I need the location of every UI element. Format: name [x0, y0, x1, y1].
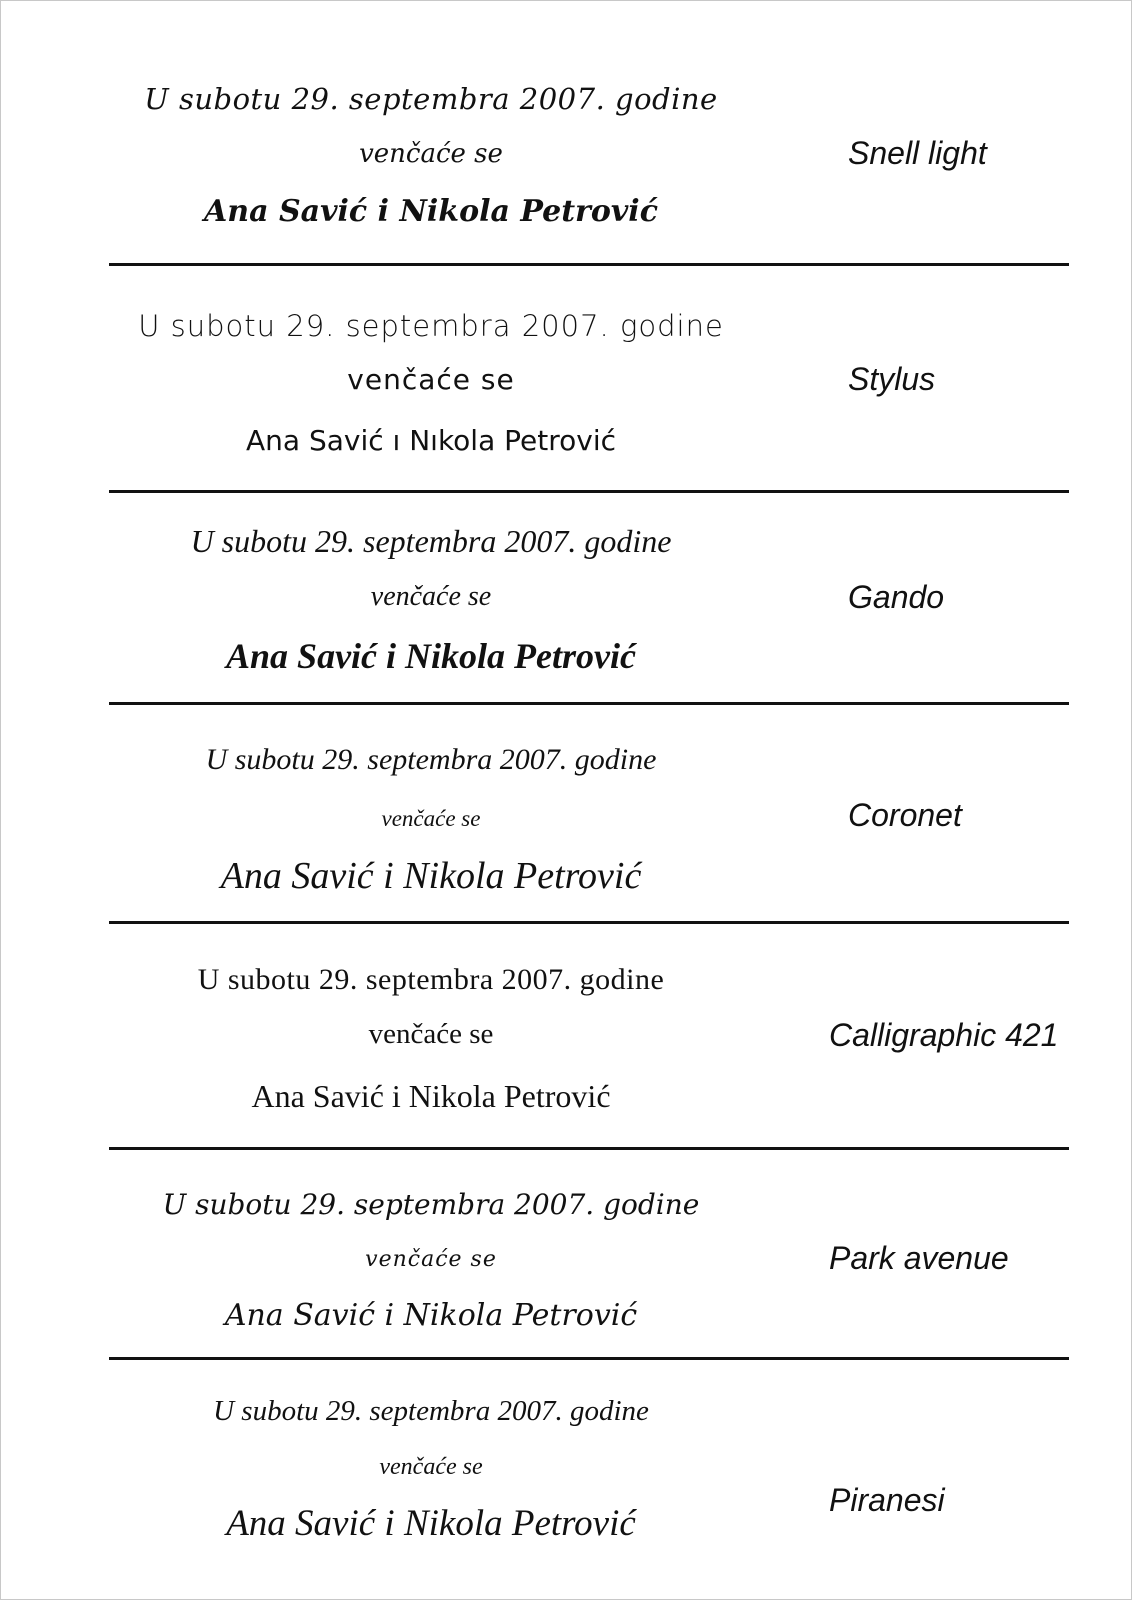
sample-date-line: U subotu 29. septembra 2007. godine — [190, 523, 672, 559]
sample-date-line: U subotu 29. septembra 2007. godine — [162, 1188, 700, 1221]
divider-line — [109, 263, 1069, 266]
sample-date-line: U subotu 29. septembra 2007. godine — [197, 963, 665, 996]
sample-names-line: Ana Savić i Nikola Petrović — [226, 1503, 636, 1544]
sample-date-line: U subotu 29. septembra 2007. godine — [205, 743, 657, 776]
divider-line — [109, 490, 1069, 493]
font-name-label: Coronet — [848, 797, 962, 833]
divider-line — [109, 1147, 1069, 1150]
sample-names-line: Ana Savić ı Nıkola Petrović — [246, 424, 616, 457]
sample-wedding-line: venčaće se — [379, 1454, 483, 1480]
sample-wedding-line: venčaće se — [365, 1247, 497, 1272]
sample-names-line: Ana Savić i Nikola Petrović — [220, 855, 642, 897]
sample-wedding-line: venčaće se — [368, 1018, 494, 1050]
sample-names-line: Ana Savić i Nikola Petrović — [204, 194, 658, 229]
divider-line — [109, 1357, 1069, 1360]
sample-date-line: U subotu 29. septembra 2007. godine — [144, 82, 718, 116]
font-name-label: Snell light — [848, 135, 987, 171]
divider-line — [109, 702, 1069, 705]
sample-date-line: U subotu 29. septembra 2007. godine — [138, 309, 724, 343]
sample-names-line: Ana Savić i Nikola Petrović — [251, 1078, 611, 1114]
sample-wedding-line: venčaće se — [370, 581, 492, 612]
sample-date-line: U subotu 29. septembra 2007. godine — [213, 1395, 649, 1427]
sample-names-line: Ana Savić i Nikola Petrović — [226, 636, 636, 676]
font-name-label: Stylus — [848, 361, 936, 397]
divider-line — [109, 921, 1069, 924]
font-name-label: Piranesi — [829, 1482, 945, 1518]
font-name-label: Gando — [848, 579, 945, 615]
sample-names-line: Ana Savić i Nikola Petrović — [224, 1298, 638, 1333]
sample-wedding-line: venčaće se — [347, 363, 515, 396]
sample-wedding-line: venčaće se — [381, 806, 481, 831]
sample-wedding-line: venčaće se — [359, 139, 503, 169]
font-name-label: Calligraphic 421 — [829, 1017, 1059, 1053]
font-name-label: Park avenue — [829, 1240, 1009, 1276]
